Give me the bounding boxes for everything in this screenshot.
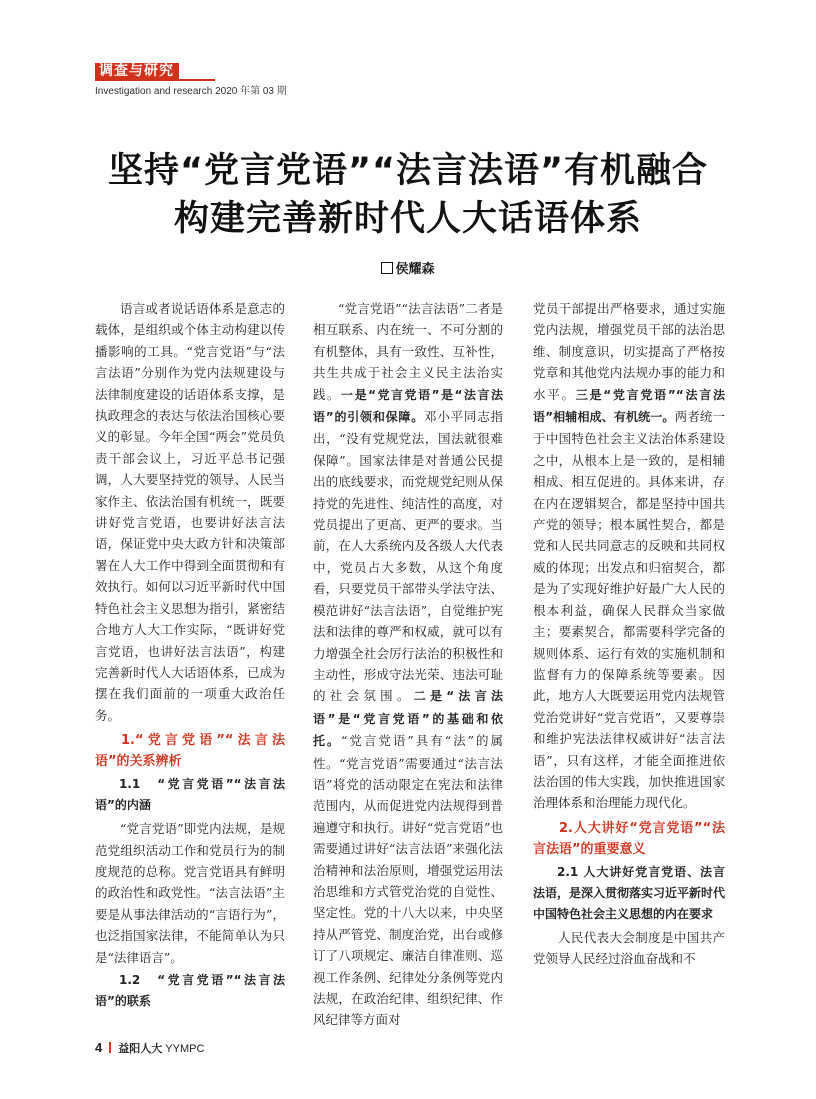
paragraph-text: 两者统一于中国特色社会主义法治体系建设之中，从根本上是一致的，是相辅相成、相互促进的。具体来讲，存在内在逻辑契合，都是坚持中国共产党的领导；根本属性契合，都是党和人民共同意志的反映和共同权威的体现；出发点和归宿契合，都是为了实现好维护好最广大人民的根本利益，确保人民群众当家做主；要素契合，都需要科学完备的规则体系、运行有效的实施机制和监督有力的保障系统等要素。因此，地方人大既要运用党内法规管党治党讲好“党言党语”，又要尊崇和维护宪法法律权威讲好“法言法语”，只有这样，才能全面推进依法治国的伟大实践，加快推进国家治理体系和治理能力现代化。: [533, 409, 725, 811]
bold-lead-1: 一是“党言党语”是“法言法语”的引领和保障。: [313, 387, 503, 425]
text-column-2: [313, 298, 503, 1031]
article-title-line-2: 构建完善新时代人大话语体系: [173, 199, 642, 239]
paragraph: [533, 298, 725, 814]
page-number: 4: [95, 1040, 103, 1055]
paragraph: [313, 298, 503, 1031]
author-name: 侯耀森: [395, 262, 435, 277]
square-bullet-icon: [381, 262, 393, 274]
section-tag: 调查与研究: [95, 63, 179, 80]
magazine-name: 益阳人大: [118, 1043, 163, 1055]
author-byline: [0, 258, 816, 277]
text-column-1: [95, 298, 285, 1014]
section-heading-2: 2.人大讲好“党言党语”“法言法语”的重要意义: [533, 820, 725, 857]
section-tag-rule: [95, 79, 215, 81]
subsection-heading-2-1: 2.1 人大讲好党言党语、法言法语，是深入贯彻落实习近平新时代中国特色社会主义思想的内在要求: [533, 864, 726, 921]
paragraph: 语言或者说话语体系是意志的载体，是组织或个体主动构建以传播影响的工具。“党言党语”与“法言法语”分别作为党内法规建设与法律制度建设的话语体系支撑，是执政理念的表达与依法治国核心要义的彰显。今年全国“两会”党员负责干部会议上，习近平总书记强调，人大要坚持党的领导、人民当家作主、依法治国有机统一，既要讲好党言党语，也要讲好法言法语，保证党中央大政方针和决策部署在人大工作中得到全面贯彻和有效执行。如何以习近平新时代中国特色社会主义思想为指引，紧密结合地方人大工作实际，“既讲好党言党语，也讲好法言法语”，构建完善新时代人大话语体系，已成为摆在我们面前的一项重大政治任务。: [95, 301, 285, 723]
paragraph-text: “党言党语”具有“法”的属性。“党言党语”需要通过“法言法语”将党的活动限定在宪法和法律范围内，从而促进党内法规得到普遍遵守和执行。讲好“党言党语”也需要通过讲好“法言法语”来强化法治精神和法治原则，增强党运用法治思维和方式管党治党的自觉性、坚定性。党的十八大以来，中央坚持从严管党、制度治党，出台或修订了八项规定、廉洁自律准则、巡视工作条例、纪律处分条例等党内法规，在政治纪律、组织纪律、作风纪律等方面对: [313, 733, 503, 1028]
page-footer: [95, 1040, 204, 1056]
journal-issue-line: Investigation and research 2020 年第 03 期: [95, 86, 287, 97]
paragraph-text: “党言党语”“法言法语”二者是相互联系、内在统一、不可分割的有机整体，具有一致性、互补性，共生共成于社会主义民主法治实践。: [313, 301, 503, 402]
subsection-heading-1-2: 1.2 “党言党语”“法言法语”的联系: [95, 972, 285, 1008]
article-title-line-1: 坚持“党言党语”“法言法语”有机融合: [107, 151, 708, 191]
paragraph-text: 邓小平同志指出，“没有党规党法，国法就很难保障”。国家法律是对普通公民提出的底线要求，而党规党纪则从保持党的先进性、纯洁性的高度，对党员提出了更高、更严的要求。当前，在人大系统内及各级人大代表中，党员占大多数，从这个角度看，只要党员干部带头学法守法、模范讲好“法言法语”，自觉维护宪法和法律的尊严和权威，就可以有力增强全社会厉行法治的积极性和主动性，形成守法光荣、违法可耻的社会氛围。: [313, 409, 503, 704]
text-column-3: [533, 298, 725, 970]
paragraph-text: 党员干部提出严格要求，通过实施党内法规，增强党员干部的法治思维、制度意识，切实提高了严格按党章和其他党内法规办事的能力和水平。: [533, 301, 725, 402]
bold-lead-3: 三是“党言党语”“法言法语”相辅相成、有机统一。: [533, 387, 725, 425]
paragraph: 人民代表大会制度是中国共产党领导人民经过浴血奋战和不: [533, 929, 725, 967]
magazine-code: YYMPC: [165, 1043, 205, 1055]
subsection-heading-1-1: 1.1 “党言党语”“法言法语”的内涵: [95, 777, 285, 813]
footer-divider: [109, 1042, 111, 1053]
section-heading-1: 1.“党言党语”“法言法语”的关系辨析: [95, 733, 285, 770]
paragraph: “党言党语”即党内法规，是规范党组织活动工作和党员行为的制度规范的总称。党言党语具有鲜明的政治性和政党性。“法言法语”主要是从事法律活动的“言语行为”，也泛指国家法律，不能简单认为只是“法律语言”。: [95, 821, 285, 965]
bold-lead-2: 二是“法言法语”是“党言党语”的基础和依托。: [313, 689, 503, 749]
